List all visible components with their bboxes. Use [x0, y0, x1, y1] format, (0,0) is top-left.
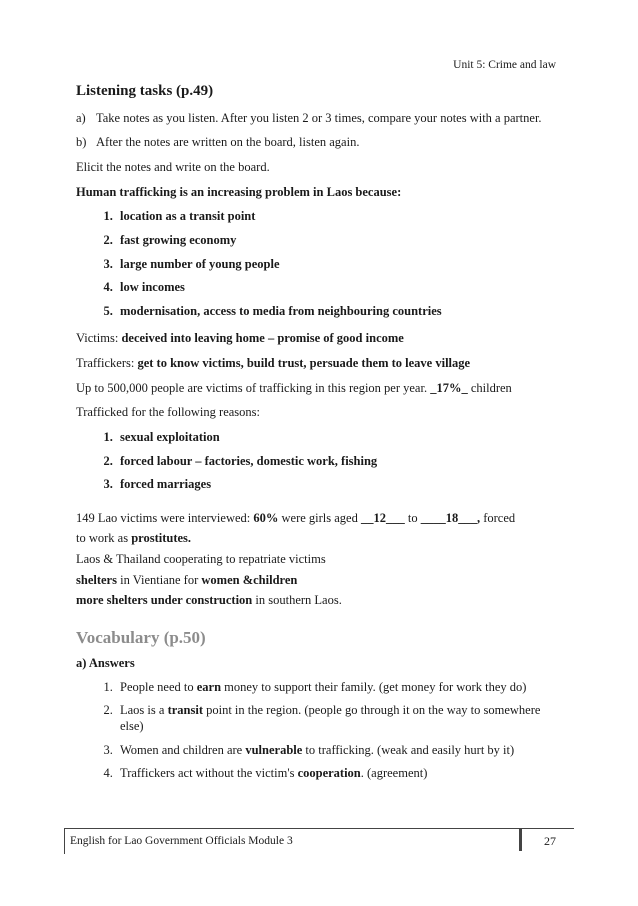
vocabulary-answers-list: [76, 680, 566, 782]
cooperating-line: Laos & Thailand cooperating to repatriate victims: [76, 552, 326, 566]
traffickers-label: Traffickers:: [76, 356, 138, 370]
task-text: After the notes are written on the board, listen again.: [96, 135, 360, 150]
problem-heading: Human trafficking is an increasing problem in Laos because:: [76, 184, 402, 199]
more-text: in southern Laos.: [252, 593, 342, 608]
running-header: Unit 5: Crime and law: [453, 59, 556, 71]
list-item: 2. fast growing economy: [116, 233, 566, 249]
listening-title: Listening tasks (p.49): [76, 83, 214, 99]
interview-text: forced: [480, 510, 516, 525]
list-item: 2. forced labour – factories, domestic work, fishing: [116, 454, 566, 470]
victims-label: Victims:: [76, 331, 122, 346]
interview-percent: 60%: [253, 510, 279, 525]
page-footer: [64, 828, 574, 854]
list-item: 4. low incomes: [116, 280, 566, 296]
shelters-bold: shelters: [76, 572, 117, 587]
task-b: [76, 135, 566, 151]
reasons-list: [76, 209, 566, 319]
answers-label: a) Answers: [76, 656, 135, 671]
list-item: 5. modernisation, access to media from neighbouring countries: [116, 304, 566, 320]
shelters-bold: women &children: [201, 572, 298, 587]
page-content: [76, 82, 566, 794]
interview-text: were girls aged: [278, 510, 361, 525]
shelters-text: in Vientiane for: [116, 572, 202, 587]
work-bold: prostitutes.: [131, 531, 192, 546]
task-text: Take notes as you listen. After you listen 2 or 3 times, compare your notes with a partner.: [96, 110, 542, 125]
vocabulary-title: Vocabulary (p.50): [76, 627, 206, 647]
reasons-intro: Trafficked for the following reasons:: [76, 405, 260, 420]
stat-percent: _17%_: [430, 380, 468, 395]
list-item: 1. People need to earn money to support their family. (get money for work they do): [116, 680, 566, 696]
elicit-instruction: Elicit the notes and write on the board.: [76, 160, 270, 174]
age-from: __12___: [360, 510, 405, 525]
task-label: a): [76, 110, 86, 125]
list-item: 1. location as a transit point: [116, 209, 566, 225]
work-line: [76, 531, 566, 547]
task-a: [76, 111, 566, 127]
more-shelters-line: [76, 593, 566, 609]
traffickers-text: get to know victims, build trust, persuade them to leave village: [137, 356, 471, 370]
list-item: 3. forced marriages: [116, 477, 566, 493]
victims-line: [76, 331, 566, 347]
list-item: 2. Laos is a transit point in the region. (people go through it on the way to somewhere else): [116, 703, 566, 734]
trafficked-reasons-list: [76, 430, 566, 493]
stat-text: Up to 500,000 people are victims of trafficking in this region per year.: [76, 380, 431, 395]
list-item: 3. large number of young people: [116, 257, 566, 273]
age-to: ____18___,: [420, 510, 481, 525]
footer-separator: [519, 829, 522, 851]
interview-line: [76, 511, 566, 527]
victims-text: deceived into leaving home – promise of good income: [121, 331, 404, 346]
list-item: 4. Traffickers act without the victim's cooperation. (agreement): [116, 766, 566, 782]
list-item: 1. sexual exploitation: [116, 430, 566, 446]
list-item: 3. Women and children are vulnerable to trafficking. (weak and easily hurt by it): [116, 743, 566, 759]
footer-module: English for Lao Government Officials Module 3: [64, 829, 293, 854]
more-bold: more shelters under construction: [76, 593, 253, 608]
page-number: 27: [544, 834, 556, 848]
stat-suffix: children: [467, 380, 512, 395]
traffickers-line: [76, 356, 566, 372]
interview-text: 149 Lao victims were interviewed:: [76, 510, 254, 525]
interview-text: to: [404, 510, 421, 525]
task-label: b): [76, 135, 87, 150]
work-prefix: to work as: [76, 531, 132, 546]
stat-line: [76, 381, 566, 397]
shelters-line: [76, 573, 566, 589]
